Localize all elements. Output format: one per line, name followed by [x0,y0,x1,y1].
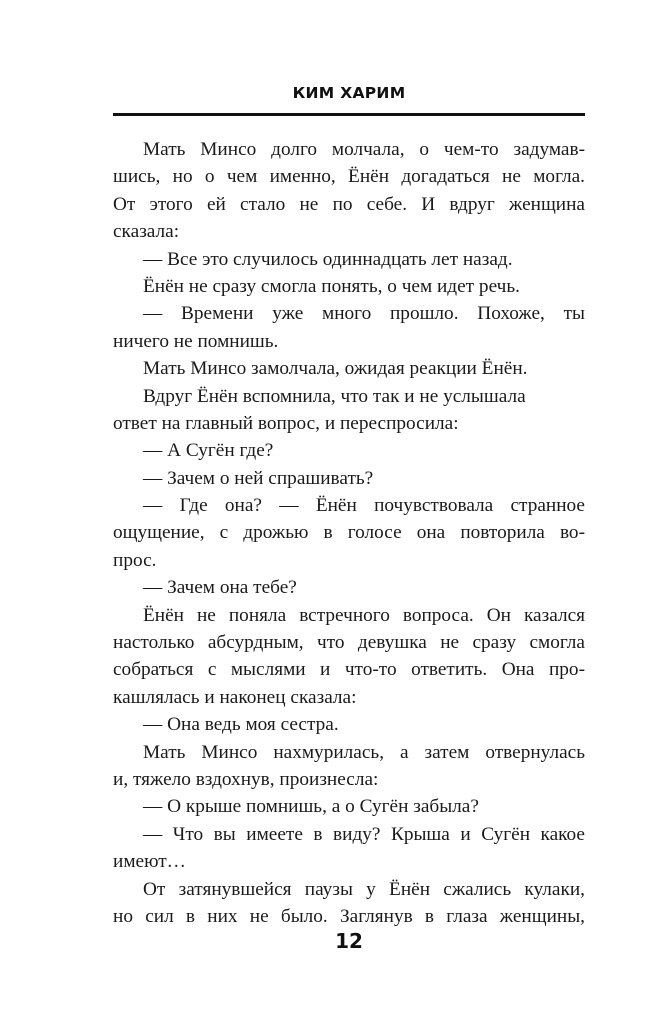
text-line: От затянувшейся паузы у Ёнён сжались кулаки, [143,878,585,900]
text-line: — Зачем она тебе? [143,577,297,599]
text-line: имеют… [113,851,186,873]
text-line: — Зачем о ней спрашивать? [143,467,374,489]
text-line: ответ на главный вопрос, и переспросила: [113,412,459,434]
page-number: 12 [335,929,363,953]
text-line: кашлялась и наконец сказала: [113,686,357,708]
text-line: Мать Минсо замолчала, ожидая реакции Ёнён. [143,358,528,380]
text-line: собраться с мыслями и что-то ответить. Она про- [113,659,585,681]
text-line: — Времени уже много прошло. Похоже, ты [143,303,585,325]
body-text [113,136,585,930]
text-line: Мать Минсо долго молчала, о чем-то задумав- [143,139,585,160]
text-line: — Все это случилось одиннадцать лет назад. [143,248,513,270]
text-line: От этого ей стало не по себе. И вдруг женщина [113,193,585,215]
text-line: и, тяжело вздохнув, произнесла: [113,768,379,790]
text-line: настолько абсурдным, что девушка не сразу смогла [113,632,585,654]
text-line: но сил в них не было. Заглянув в глаза женщины, [113,905,585,927]
text-line: прос. [113,549,157,571]
text-line: Ёнён не поняла встречного вопроса. Он казался [143,604,585,626]
text-line: шись, но о чем именно, Ёнён догадаться не могла. [113,166,585,188]
header-rule [113,113,585,116]
text-line: — Что вы имеете в виду? Крыша и Сугён какое [143,823,585,845]
text-line: Мать Минсо нахмурилась, а затем отвернулась [143,741,585,763]
text-line: ощущение, с дрожью в голосе она повторила во- [113,522,585,544]
text-line: сказала: [113,221,180,243]
text-line: Вдруг Ёнён вспомнила, что так и не услышала [143,385,526,407]
text-line: ничего не помнишь. [113,330,279,352]
text-line: — Она ведь моя сестра. [143,714,339,736]
text-line: — А Сугён где? [143,440,274,462]
text-line: — Где она? — Ёнён почувствовала странное [143,495,585,517]
text-line: — О крыше помнишь, а о Сугён забыла? [143,796,479,818]
running-head: КИМ ХАРИМ [292,84,406,102]
text-line: Ёнён не сразу смогла понять, о чем идет речь. [143,275,520,297]
